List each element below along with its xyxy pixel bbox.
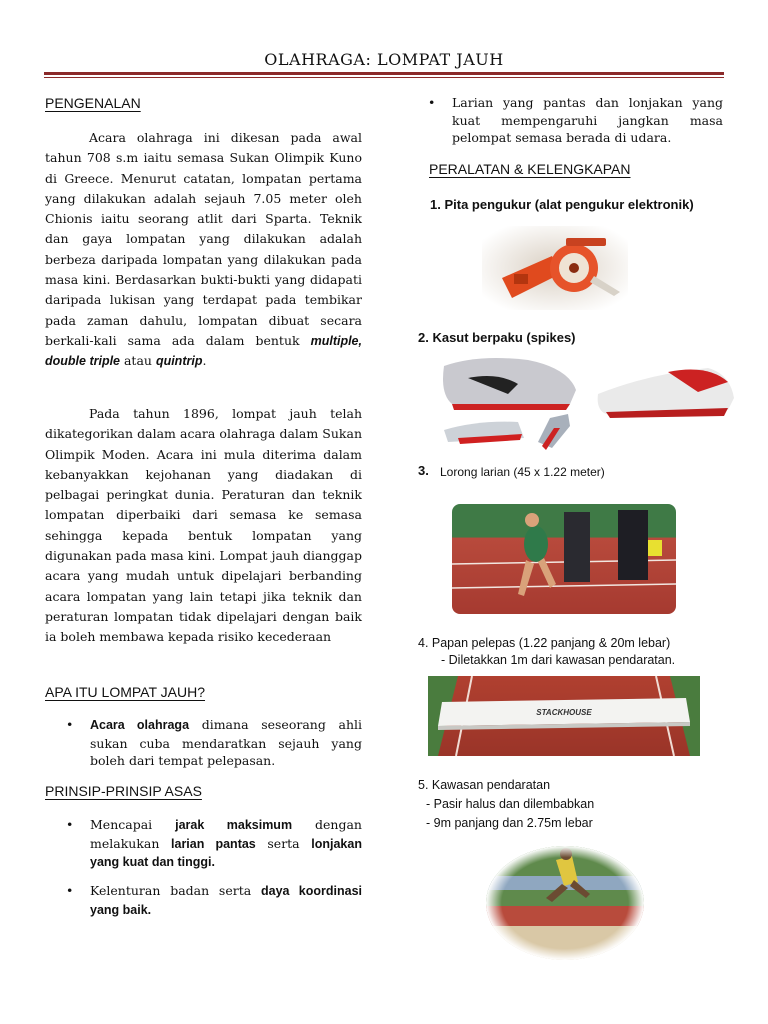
list-item: • Larian yang pantas dan lonjakan yang kuat mempengaruhi jangkan masa pelompat semasa berada di udara. xyxy=(428,95,723,145)
board-brand-label: STACKHOUSE xyxy=(536,708,592,717)
spikes-image xyxy=(438,354,738,454)
equipment-item-4-detail: - Diletakkan 1m dari kawasan pendaratan. xyxy=(441,653,676,667)
intro-paragraph-2: Pada tahun 1896, lompat jauh telah dikategorikan dalam acara olahraga dalam Sukan Olimpik Moden. Acara ini mula diterima dalam kebanyakkan kejohanan yang diadakan di pelbagai peringkat dunia. Peraturan dan teknik lompatan diperbaiki dari semasa ke semasa sehingga kepada bentuk lompatan yang digunakan pada masa kini. Lompat jauh dianggap acara yang mudah untuk dipelajari berbanding acara lompatan yang lain tetapi jika teknik dan peraturan lompatan tidak dipelajari dengan baik ia boleh membawa kepada risiko kecederaan xyxy=(45,406,362,645)
list-item: • Mencapai jarak maksimum dengan melakukan larian pantas serta lonjakan yang kuat dan tinggi. xyxy=(66,817,362,869)
list-item: • Kelenturan badan serta daya koordinasi yang baik. xyxy=(66,883,362,917)
equipment-item-4: 4. Papan pelepas (1.22 panjang & 20m lebar) xyxy=(418,636,671,650)
page-title: OLAHRAGA: LOMPAT JAUH xyxy=(264,50,504,69)
running-lane-image xyxy=(452,504,676,614)
equipment-item-5-detail-2: - 9m panjang dan 2.75m lebar xyxy=(426,816,593,830)
heading-prinsip: PRINSIP-PRINSIP ASAS xyxy=(45,783,202,799)
equipment-item-2: 2. Kasut berpaku (spikes) xyxy=(418,330,576,345)
heading-peralatan: PERALATAN & KELENGKAPAN xyxy=(429,161,631,177)
title-rule-thin xyxy=(44,77,724,78)
equipment-item-5-detail-1: - Pasir halus dan dilembabkan xyxy=(426,797,595,811)
equipment-item-3-number: 3. xyxy=(418,463,429,478)
takeoff-board-image xyxy=(428,676,700,756)
heading-pengenalan: PENGENALAN xyxy=(45,95,141,111)
intro-paragraph-1: Acara olahraga ini dikesan pada awal tahun 708 s.m iaitu semasa Sukan Olimpik Kuno di Greece. Menurut catatan, lompatan pertama yang dilakukan adalah sejauh 7.05 meter oleh Chionis iaitu seorang atlit dari Sparta. Teknik dan gaya lompatan yang dilakukan adalah berbeza daripada lompatan yang dilakukan pada masa kini. Berdasarkan bukti-bukti yang didapati daripada lukisan yang terdapat pada tembikar pada zaman dahulu, lompatan dibuat secara berkali-kali sama ada dalam bentuk multiple, double triple atau quintrip. xyxy=(45,130,362,369)
equipment-item-5: 5. Kawasan pendaratan xyxy=(418,778,551,792)
title-rule xyxy=(44,72,724,75)
equipment-item-1: 1. Pita pengukur (alat pengukur elektronik) xyxy=(430,197,694,212)
list-item: • Acara olahraga dimana seseorang ahli sukan cuba mendaratkan sejauh yang boleh dari tempat pelepasan. xyxy=(66,717,362,768)
tape-measure-image xyxy=(482,226,628,310)
equipment-item-3: Lorong larian (45 x 1.22 meter) xyxy=(440,465,605,479)
landing-pit-image xyxy=(486,846,644,960)
heading-apa-itu: APA ITU LOMPAT JAUH? xyxy=(45,684,206,700)
